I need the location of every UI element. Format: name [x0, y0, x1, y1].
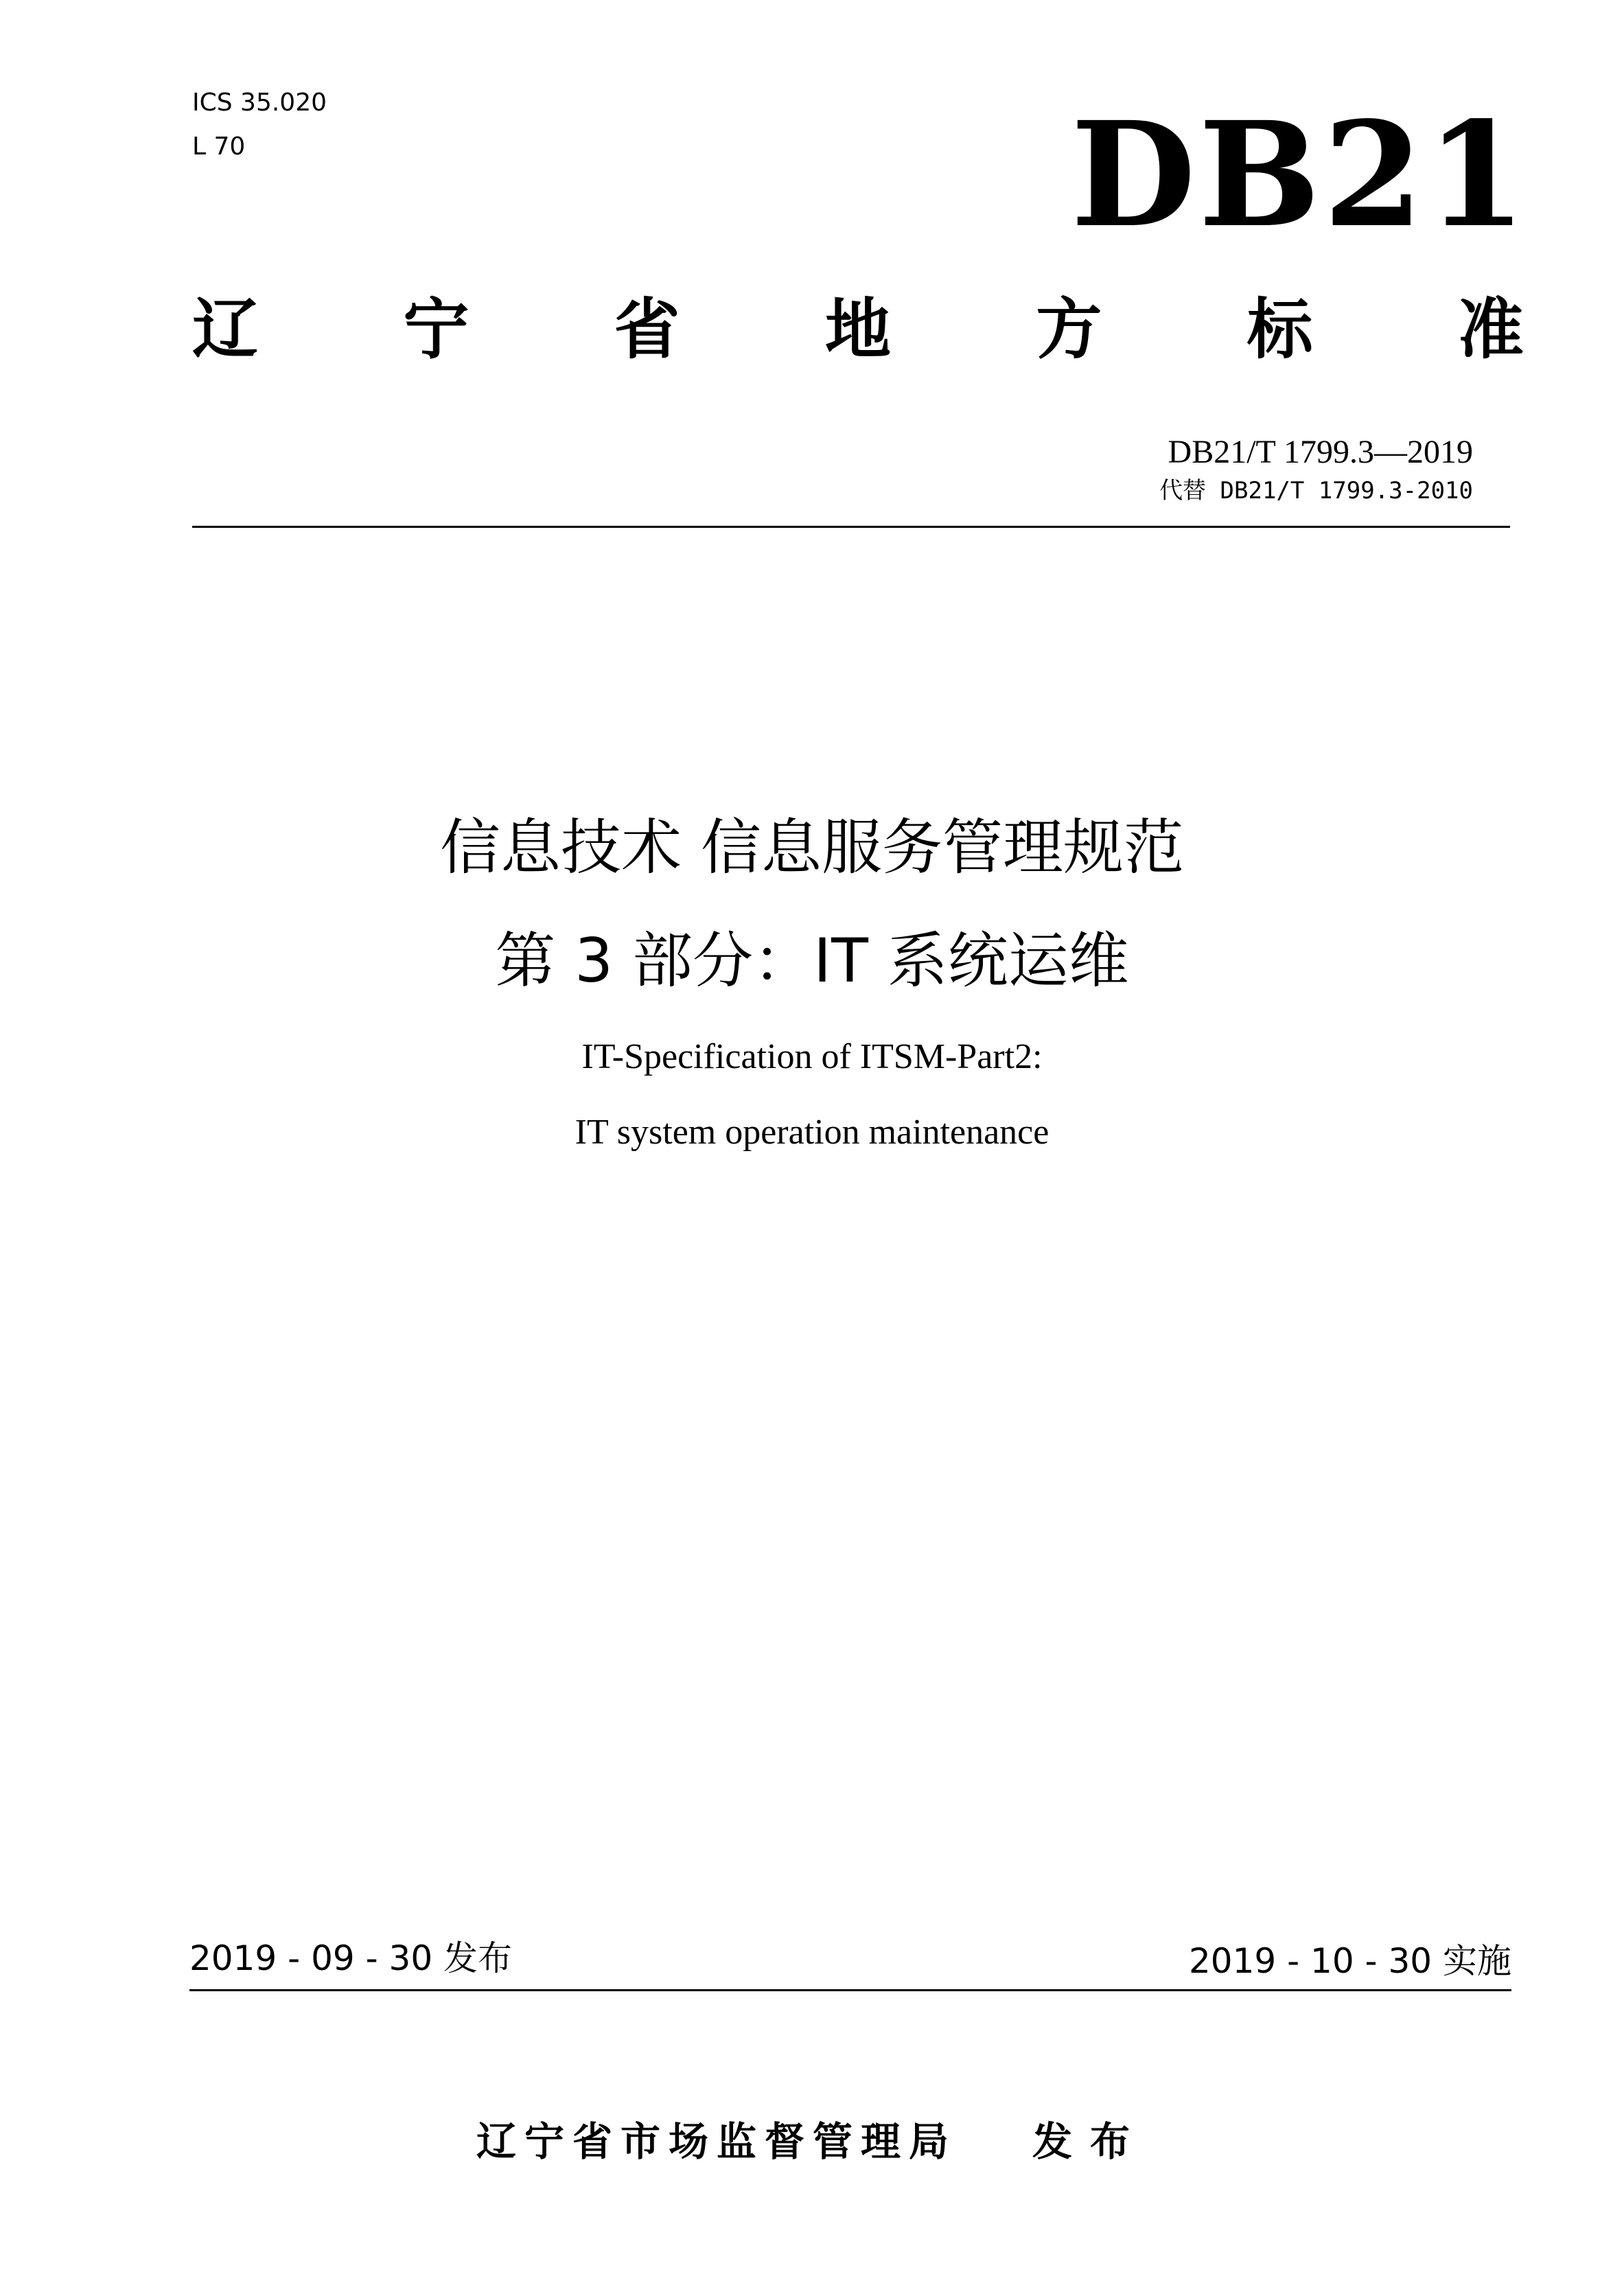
issuer-org: 辽宁省市场监督管理局 [476, 2118, 957, 2165]
issuer-action: 发布 [1032, 2118, 1148, 2165]
standard-type-char: 准 [1457, 291, 1524, 368]
standard-number-block [1159, 432, 1473, 507]
standard-number: DB21/T 1799.3—2019 [1168, 434, 1473, 470]
issue-date: 2019 - 09 - 30 发布 [189, 1938, 513, 1978]
standard-type-heading [192, 288, 1524, 371]
title-en-line2: IT system operation maintenance [575, 1113, 1049, 1152]
standard-type-char: 宁 [403, 291, 469, 368]
ccs-code: L 70 [192, 132, 246, 161]
implement-date: 2019 - 10 - 30 实施 [1188, 1941, 1511, 1981]
issuer-line [0, 2114, 1624, 2169]
title-cn-line2: 第 3 部分：IT 系统运维 [495, 925, 1129, 996]
title-cn-line1: 信息技术 信息服务管理规范 [440, 812, 1184, 883]
title-en-line1: IT-Specification of ITSM-Part2: [581, 1037, 1043, 1076]
db-logo: DB21 [1071, 90, 1529, 259]
footer-divider [189, 1989, 1511, 1991]
header-divider [192, 526, 1510, 528]
standard-type-char: 省 [614, 291, 680, 368]
standard-type-char: 标 [1246, 291, 1313, 368]
replaces-note: 代替 DB21/T 1799.3-2010 [1159, 477, 1473, 505]
standard-type-char: 方 [1036, 291, 1102, 368]
standard-type-char: 辽 [192, 291, 258, 368]
standard-type-char: 地 [824, 291, 891, 368]
ics-code: ICS 35.020 [192, 89, 327, 117]
classification-codes [192, 81, 327, 169]
